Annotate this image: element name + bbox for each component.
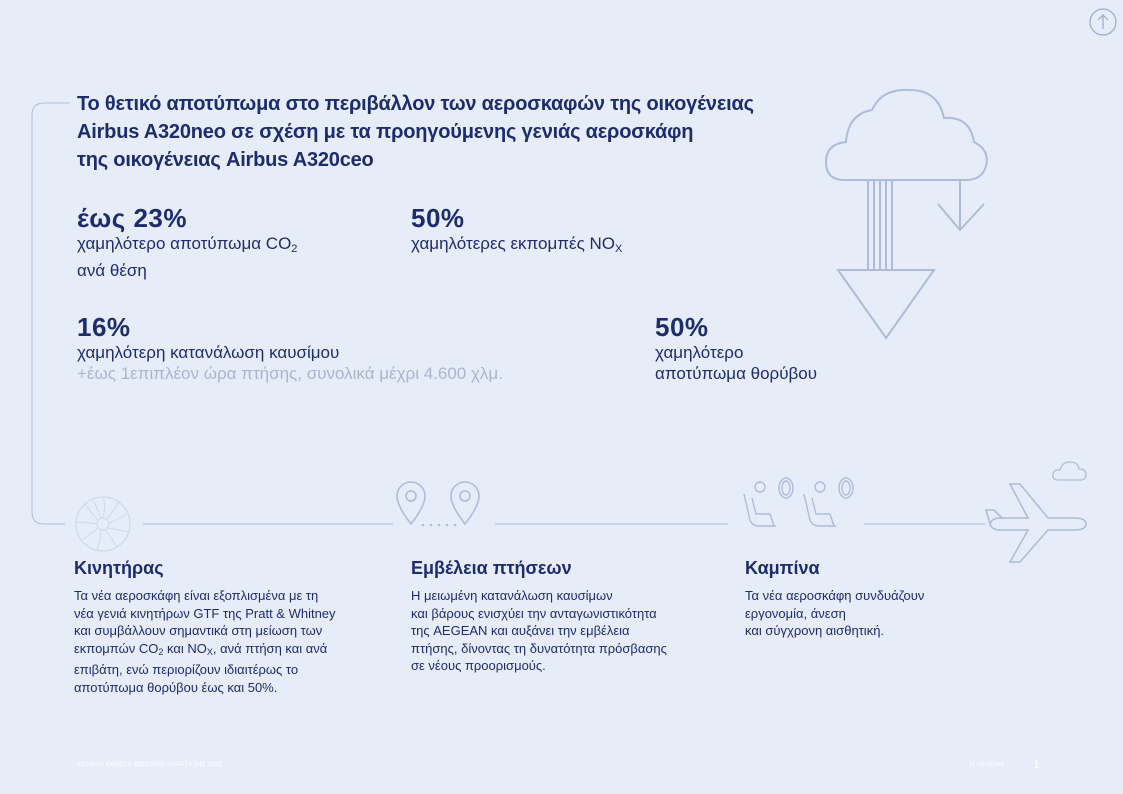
footer-left: AEGEAN ΕΚΘΕΣΗ ΒΙΩΣΙΜΗΣ ΑΝΑΠΤΥΞΗΣ 2022 [77,762,223,768]
stat-co2-desc: χαμηλότερο αποτύπωμα $CO_2$ [77,234,298,255]
page-title: Το θετικό αποτύπωμα στο περιβάλλον των αεροσκαφών της οικογένειας Airbus A320neo σε σχέση με τα προηγούμενης γενιάς αεροσκάφη της οικογένειας Airbus A320ceo [77,93,754,171]
footer-right: Η AEGEAN [970,762,1004,768]
section-range-title: Εμβέλεια πτήσεων [411,558,572,578]
section-engine-title: Κινητήρας [74,558,164,578]
section-range [411,558,731,675]
stat-noise-desc1: χαμηλότερο [655,343,744,362]
section-range-body: Η μειωμένη κατανάλωση καυσίμων και βάρους ενισχύει την ανταγωνιστικότητα της AEGEAN και αυξάνει την εμβέλεια πτήσης, δίνοντας τη δυνατότητα πρόσβασης σε νέους προορισμούς. [411,588,667,673]
stat-noise-desc2: αποτύπωμα θορύβου [655,364,818,383]
cloud-arrows-icon [820,80,1000,350]
stat-noise [655,312,817,384]
location-pins-icon [393,478,493,534]
section-engine-body: Τα νέα αεροσκάφη είναι εξοπλισμένα με τη νέα γενιά κινητήρων GTF της Pratt & Whitney και συμβάλλουν σημαντικά στη μείωση των εκπομπών CO2 και NOX, ανά πτήση και ανά επιβάτη, ενώ περιορίζουν ιδιαιτέρως το αποτύπωμα θορύβου έως και 50%. [74,588,336,695]
stat-co2-desc2: ανά θέση [77,261,147,280]
stat-nox [411,203,622,260]
stat-noise-value: 50% [655,312,709,342]
stat-fuel-desc: χαμηλότερη κατανάλωση καυσίμου [77,343,340,362]
section-cabin [745,558,1005,640]
page-number: 1 [1033,757,1040,771]
stat-nox-desc: χαμηλότερες εκπομπές $NO_X$ [411,234,623,255]
section-cabin-title: Καμπίνα [745,558,820,578]
stat-fuel-extra: +έως 1επιπλέον ώρα πτήσης, συνολικά μέχρι 4.600 χλμ. [77,364,503,383]
stat-fuel-value: 16% [77,312,131,342]
engine-fan-icon [73,494,133,554]
stat-co2 [77,203,297,281]
cabin-seats-icon [738,474,862,538]
section-cabin-body: Τα νέα αεροσκάφη συνδυάζουν εργονομία, άνεση και σύγχρονη αισθητική. [745,588,925,638]
stat-nox-value: 50% [411,203,465,233]
stat-fuel [77,312,503,384]
airplane-icon [986,480,1090,566]
stat-co2-value: έως 23% [77,203,187,233]
section-engine [74,558,384,696]
